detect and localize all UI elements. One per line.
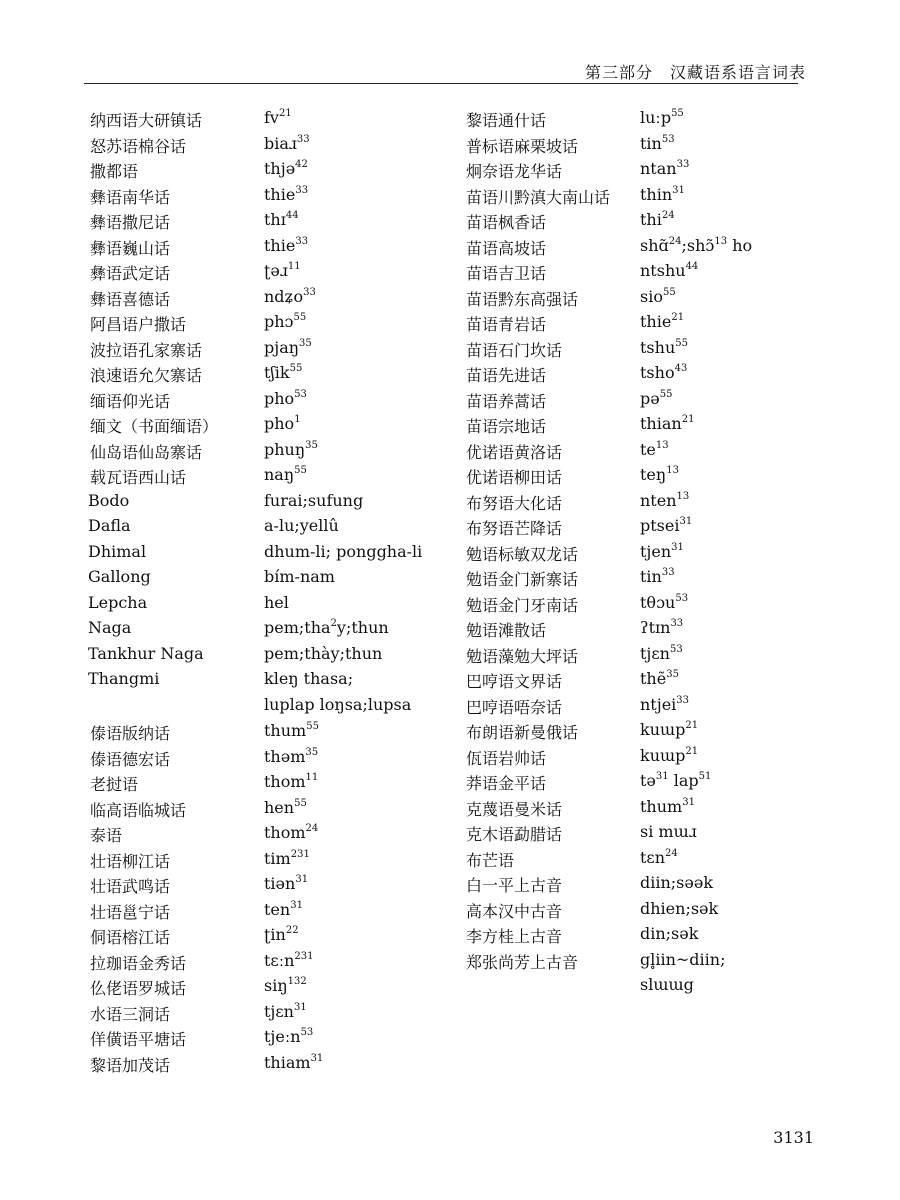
language-name: 布努语芒降话 [466,519,563,538]
word-form: thi$^{24}$ [640,210,675,229]
entry-row [80,389,440,415]
entry-row [466,975,796,1001]
entry-row [466,746,796,772]
word-form: ptsei$^{31}$ [640,516,693,535]
language-name: 布芒语 [466,850,515,870]
language-name: Bodo [88,490,130,510]
word-form: thin$^{31}$ [640,184,685,204]
word-form: pə$^{55}$ [640,388,673,408]
language-name: 壮语武鸣话 [90,877,171,896]
language-name: 郑张尚芳上古音 [466,952,579,972]
word-form: tiən$^{31}$ [264,874,309,893]
word-form: nten$^{13}$ [640,490,690,510]
word-form: thie$^{33}$ [264,184,309,204]
word-form: tʃik$^{55}$ [264,363,303,382]
language-name: Dhimal [88,541,147,561]
entry-row [80,210,440,236]
word-form: tin$^{33}$ [640,567,675,586]
language-name: 壮语邕宁话 [90,902,171,922]
word-form: $te^{13}$ [640,439,669,459]
entry-row [466,363,796,389]
entry-row [80,414,440,440]
word-form: ʔtɪn$^{33}$ [640,618,684,637]
language-name: 巴哼语唔奈话 [466,697,563,717]
word-form: thɪ$^{44}$ [264,210,299,229]
word-form: tjɛn$^{31}$ [264,1001,307,1021]
entry-row [80,1002,440,1028]
language-name: 苗语黔东高强话 [466,289,579,309]
word-form: bím-nam [264,567,335,586]
word-form: thian$^{21}$ [640,414,695,433]
word-form: slɯɯg [640,975,694,994]
page-number: 3131 [773,1128,814,1147]
entry-row [80,951,440,977]
word-form: diin;səək [640,873,714,892]
language-name: 苗语养蒿话 [466,391,547,411]
language-name: 勉语金门牙南话 [466,595,579,615]
language-name: 彝语喜德话 [90,289,171,309]
word-form: tjen$^{31}$ [640,541,684,561]
word-form: tshu$^{55}$ [640,337,688,357]
entry-row [80,542,440,568]
language-name: 克木语勐腊话 [466,825,563,844]
word-form: tin$^{53}$ [640,133,675,153]
entry-row [466,618,796,644]
entry-row [466,185,796,211]
word-form: tim$^{231}$ [264,848,310,868]
word-form: ndʑo$^{33}$ [264,286,316,306]
entry-row [80,516,440,542]
language-name: 临高语临城话 [90,800,187,820]
word-form: phɔ$^{55}$ [264,312,307,331]
entry-row [80,287,440,313]
word-form: ten$^{31}$ [264,899,303,919]
language-name: 勉语金门新寨话 [466,570,579,589]
word-form: tsho$^{43}$ [640,363,688,382]
language-name: 佯僙语平塘话 [90,1030,187,1049]
word-form: thie$^{33}$ [264,235,309,255]
running-header: 第三部分 汉藏语系语言词表 [584,63,806,82]
word-form: pho$^{53}$ [264,388,307,408]
language-name: 苗语川黔滇大南山话 [466,187,611,207]
word-form: tjeːn$^{53}$ [264,1027,314,1046]
word-form: thiam$^{31}$ [264,1052,324,1072]
language-name: 仫佬语罗城话 [90,979,187,998]
entry-row [80,159,440,185]
language-name: 勉语藻勉大坪话 [466,646,579,666]
language-name: 优诺语黄洛话 [466,442,563,462]
word-form: pem;thày;thun [264,643,383,663]
word-form: thəm$^{35}$ [264,746,319,766]
language-name: Gallong [88,567,151,586]
language-name: 仙岛语仙岛寨话 [90,442,203,462]
entry-row [80,491,440,517]
word-form: furai;sufung [264,490,364,510]
entry-row [466,312,796,338]
language-name: 勉语标敏双龙话 [466,544,579,564]
entry-row [466,108,796,134]
entry-row [80,363,440,389]
word-form: thjə$^{42}$ [264,159,308,178]
entry-row [466,669,796,695]
word-form: pem;tha$^2$y;thun [264,618,389,637]
language-name: 纳西语大研镇话 [90,111,203,130]
entry-row [466,414,796,440]
entry-row [80,618,440,644]
entry-row [466,848,796,874]
word-form: a-lu;yellû [264,516,339,535]
entry-row [80,338,440,364]
language-name: 泰语 [90,826,123,845]
language-name: 苗语枫香话 [466,213,547,232]
language-name: 彝语武定话 [90,264,171,283]
language-name: 老挝语 [90,775,139,794]
entry-row [80,798,440,824]
language-name: 彝语巍山话 [90,238,171,258]
entry-row [80,1027,440,1053]
language-name: Naga [88,618,132,637]
entry-row [80,108,440,134]
language-name: 阿昌语户撒话 [90,315,187,334]
word-form: thom$^{11}$ [264,772,319,791]
word-form: ʈəɹ$^{11}$ [264,261,301,280]
language-name: 缅文（书面缅语） [90,417,219,436]
entry-row [80,874,440,900]
word-form: siŋ$^{132}$ [264,976,307,995]
entry-row [466,389,796,415]
language-name: 炯奈语龙华话 [466,162,563,181]
language-name: 苗语宗地话 [466,417,547,436]
entry-row [80,134,440,160]
language-name: Tankhur Naga [88,643,204,663]
word-form: hel [264,592,289,612]
language-name: 白一平上古音 [466,876,563,895]
language-name: 苗语先进话 [466,366,547,385]
language-name: 苗语石门坎话 [466,340,563,360]
word-form: thẽ$^{35}$ [640,669,679,688]
word-form: sio$^{55}$ [640,286,676,306]
word-form: luːp$^{55}$ [640,108,684,127]
entry-row [466,924,796,950]
language-name: 浪速语允欠寨话 [90,366,203,385]
entry-row [466,465,796,491]
entry-row [466,542,796,568]
entry-row [80,772,440,798]
entry-row [466,950,796,976]
entry-row [466,567,796,593]
entry-row [80,695,440,721]
language-name: 水语三洞话 [90,1004,171,1024]
word-form: tθɔu$^{53}$ [640,592,689,612]
entry-row [80,669,440,695]
entry-row [80,925,440,951]
entry-row [466,134,796,160]
entry-row [466,491,796,517]
language-name: 侗语榕江话 [90,928,171,947]
language-name: 黎语通什话 [466,111,547,130]
entry-row [466,159,796,185]
language-name: 优诺语柳田话 [466,468,563,487]
entry-row [466,287,796,313]
word-form: phuŋ$^{35}$ [264,439,318,459]
right-column [466,108,796,1001]
entry-row [466,593,796,619]
word-form: thie$^{21}$ [640,312,685,331]
word-form: $fv^{21}$ [264,108,292,127]
word-form: kleŋ thasa; [264,669,354,688]
entry-row [80,644,440,670]
word-form: thom$^{24}$ [264,823,319,842]
entry-row [466,873,796,899]
word-form: ntan$^{33}$ [640,159,690,178]
language-name: 莽语金平话 [466,774,547,793]
language-name: 怒苏语棉谷话 [90,136,187,156]
entry-row [80,823,440,849]
word-form: din;sək [640,924,699,943]
entry-row [80,567,440,593]
entry-row [80,312,440,338]
word-form: naŋ$^{55}$ [264,465,307,484]
entry-row [466,644,796,670]
language-name: 傣语德宏话 [90,749,171,769]
language-name: Thangmi [88,669,160,688]
entry-row [80,440,440,466]
entry-row [466,210,796,236]
word-form: kuɯp$^{21}$ [640,745,699,765]
word-form: dhien;sək [640,898,719,918]
word-form: gl̥iin~diin; [640,949,726,969]
entry-row [466,440,796,466]
word-form: thum$^{31}$ [640,796,695,816]
language-name: 彝语撒尼话 [90,213,171,232]
language-name: 傣语版纳话 [90,724,171,743]
language-name: 勉语滩散话 [466,621,547,640]
entry-row [466,822,796,848]
language-name: 壮语柳江话 [90,851,171,871]
entry-row [466,236,796,262]
word-form: hen$^{55}$ [264,797,307,817]
language-name: 巴哼语文界话 [466,672,563,691]
language-name: 缅语仰光话 [90,391,171,411]
word-form: si mɯɹ [640,822,697,841]
word-form: pho$^1$ [264,414,301,433]
entry-row [466,261,796,287]
language-name: 黎语加茂话 [90,1055,171,1075]
language-name: Lepcha [88,592,148,612]
language-name: 李方桂上古音 [466,927,563,946]
entry-row [466,899,796,925]
word-form: dhum-li; ponggha-li [264,541,423,561]
entry-row [466,695,796,721]
entry-row [466,771,796,797]
language-name: 布朗语新曼俄话 [466,723,579,742]
word-form: tjɛn$^{53}$ [640,643,683,663]
language-name: 苗语青岩话 [466,315,547,334]
language-name: 撒都语 [90,162,139,181]
entry-row [80,849,440,875]
language-name: 高本汉中古音 [466,901,563,921]
word-form: kuɯp$^{21}$ [640,720,699,739]
word-form: teŋ$^{13}$ [640,465,679,484]
language-name: 苗语吉卫话 [466,264,547,283]
language-name: 苗语高坡话 [466,238,547,258]
entry-row [466,338,796,364]
entry-row [80,1053,440,1079]
language-name: Dafla [88,516,131,535]
language-name: 佤语岩帅话 [466,748,547,768]
entry-row [80,261,440,287]
entry-row [80,747,440,773]
word-form: thum$^{55}$ [264,721,319,740]
left-column [80,108,440,1078]
entry-row [80,236,440,262]
language-name: 彝语南华话 [90,187,171,207]
word-form: tə$^{31}$ lap$^{51}$ [640,771,712,790]
language-name: 波拉语孔家寨话 [90,340,203,360]
entry-row [80,976,440,1002]
entry-row [80,721,440,747]
word-form: biaɹ$^{33}$ [264,133,310,153]
entry-row [80,465,440,491]
language-name: 普标语麻栗坡话 [466,136,579,156]
language-name: 布努语大化话 [466,493,563,513]
word-form: ntshu$^{44}$ [640,261,699,280]
entry-row [466,516,796,542]
word-form: shɑ̃$^{24}$;shɔ̃$^{13}$ ho [640,235,753,255]
word-form: pjaŋ$^{35}$ [264,337,312,357]
word-form: tɛːn$^{231}$ [264,950,314,970]
entry-row [80,900,440,926]
language-name: 载瓦语西山话 [90,468,187,487]
language-name: 克蔑语曼米话 [466,799,563,819]
header-rule [84,83,798,84]
entry-row [466,797,796,823]
entry-row [80,185,440,211]
entry-row [466,720,796,746]
word-form: luplap loŋsa;lupsa [264,694,412,714]
word-form: ntjei$^{33}$ [640,694,690,714]
word-form: tɛn$^{24}$ [640,847,678,867]
language-name: 拉珈语金秀话 [90,953,187,973]
entry-row [80,593,440,619]
word-form: ʈin$^{22}$ [264,925,299,944]
